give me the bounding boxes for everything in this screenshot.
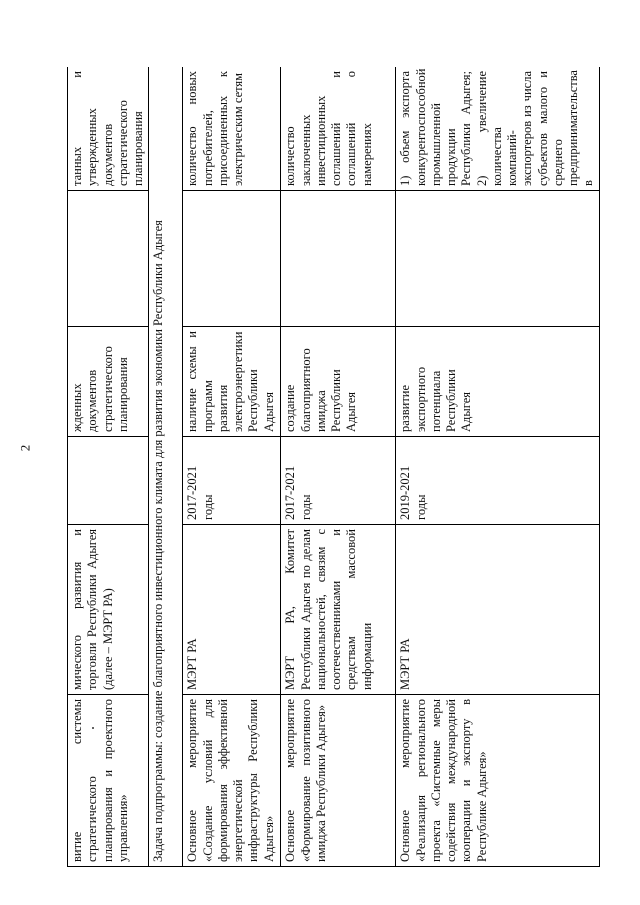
cell-period: 2017-2021 годы xyxy=(183,437,281,525)
cell-result: наличие схемы и программ развития электроэнергетики Республики Адыгея xyxy=(183,327,281,437)
rotated-table-frame xyxy=(67,67,600,867)
document-sheet xyxy=(67,67,600,867)
cell-measure: Основное мероприятие «Реализация регионального проекта «Системные меры содействия международной кооперации и экспорту в Республике Адыгея» xyxy=(396,695,599,867)
cell-period xyxy=(68,437,149,525)
cell-period: 2019-2021 годы xyxy=(396,437,599,525)
cell-indicator: танных и утвержденных документов стратегического планирования xyxy=(68,67,149,191)
cell-measure: Основное мероприятие «Формирование позитивного имиджа Республики Адыгея» xyxy=(281,695,396,867)
cell-measure: витие системы стратегического планирования и проектного управления» xyxy=(68,695,149,867)
cell-indicator: количество заключенных инвестиционных соглашений и соглашений о намерениях xyxy=(281,67,396,191)
cell-measure: Основное мероприятие «Создание условий для формирования эффективной энергетической инфраструктуры Республики Адыгея» xyxy=(183,695,281,867)
cell-result: создание благоприятного имиджа Республики Адыгея xyxy=(281,327,396,437)
table-row xyxy=(68,67,149,867)
cell-empty xyxy=(281,191,396,327)
cell-result: развитие экспортного потенциала Республики Адыгея xyxy=(396,327,599,437)
cell-period: 2017-2021 годы xyxy=(281,437,396,525)
cell-indicator: 1) объем экспорта конкурентоспособной промышленной продукции Республики Адыгея; 2) увеличение количества компаний-экспортеров из числа субъектов малого и среднего предпринимательства в xyxy=(396,67,599,191)
cell-empty xyxy=(183,191,281,327)
cell-executor: МЭРТ РА xyxy=(183,525,281,695)
table-row xyxy=(183,67,281,867)
table-row xyxy=(396,67,599,867)
task-row xyxy=(149,67,183,867)
cell-empty xyxy=(68,191,149,327)
cell-result: жденных документов стратегического планирования xyxy=(68,327,149,437)
cell-empty xyxy=(396,191,599,327)
cell-executor: МЭРТ РА, Комитет Республики Адыгея по делам национальностей, связям с соотечественниками и средствам массовой информации xyxy=(281,525,396,695)
cell-executor: МЭРТ РА xyxy=(396,525,599,695)
program-table xyxy=(67,67,600,867)
cell-executor: мического развития и торговли Республики Адыгея (далее – МЭРТ РА) xyxy=(68,525,149,695)
task-heading: Задача подпрограммы: создание благоприятного инвестиционного климата для развития экономики Республики Адыгея xyxy=(149,67,183,867)
page-number: 2 xyxy=(17,444,33,452)
cell-indicator: количество новых потребителей, присоединенных к электрическим сетям xyxy=(183,67,281,191)
table-row xyxy=(281,67,396,867)
